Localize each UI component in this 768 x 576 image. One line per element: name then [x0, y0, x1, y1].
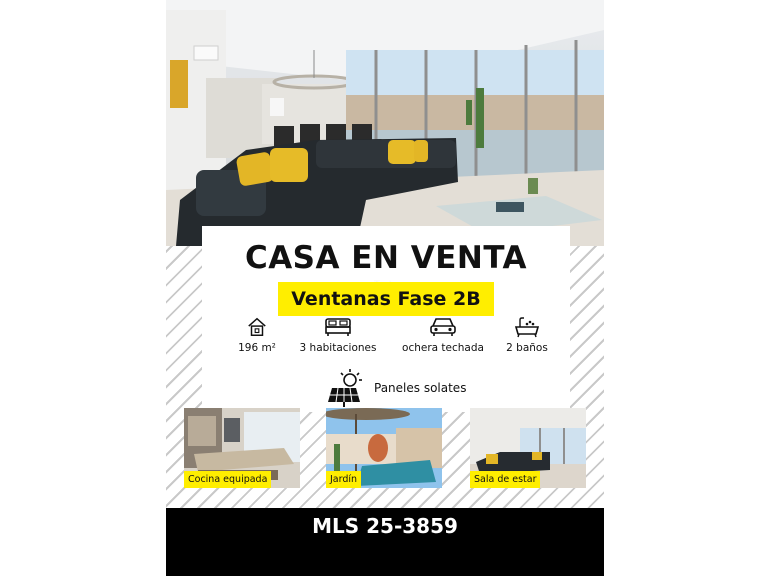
hero-living-room-image [166, 0, 604, 246]
solar-panel-icon [326, 368, 366, 408]
feature-solar [326, 368, 466, 408]
bed-icon [324, 316, 352, 338]
info-card [202, 226, 570, 412]
flyer [166, 0, 604, 576]
feature-label: Paneles solates [374, 381, 467, 395]
thumbnail-label: Cocina equipada [184, 471, 271, 488]
location-banner: Ventanas Fase 2B [278, 282, 494, 316]
thumbnail-living-room [470, 408, 586, 488]
thumbnail-label: Sala de estar [470, 471, 540, 488]
feature-bedrooms [288, 316, 388, 354]
feature-garage [398, 316, 488, 354]
mls-number: MLS 25-3859 [312, 514, 458, 538]
living-room-illustration [166, 0, 604, 246]
car-icon [429, 316, 457, 338]
house-icon [246, 316, 268, 338]
feature-bathrooms [492, 316, 562, 354]
thumbnail-garden [326, 408, 442, 488]
feature-label: 2 baños [506, 342, 548, 354]
feature-label: 196 m² [238, 342, 276, 354]
footer-bar [166, 508, 604, 576]
thumbnail-kitchen [184, 408, 300, 488]
feature-area [222, 316, 292, 354]
thumbnail-label: Jardín [326, 471, 361, 488]
page-title: CASA EN VENTA [244, 240, 528, 276]
bathtub-icon [514, 316, 540, 338]
feature-label: ochera techada [402, 342, 484, 354]
feature-label: 3 habitaciones [299, 342, 377, 354]
